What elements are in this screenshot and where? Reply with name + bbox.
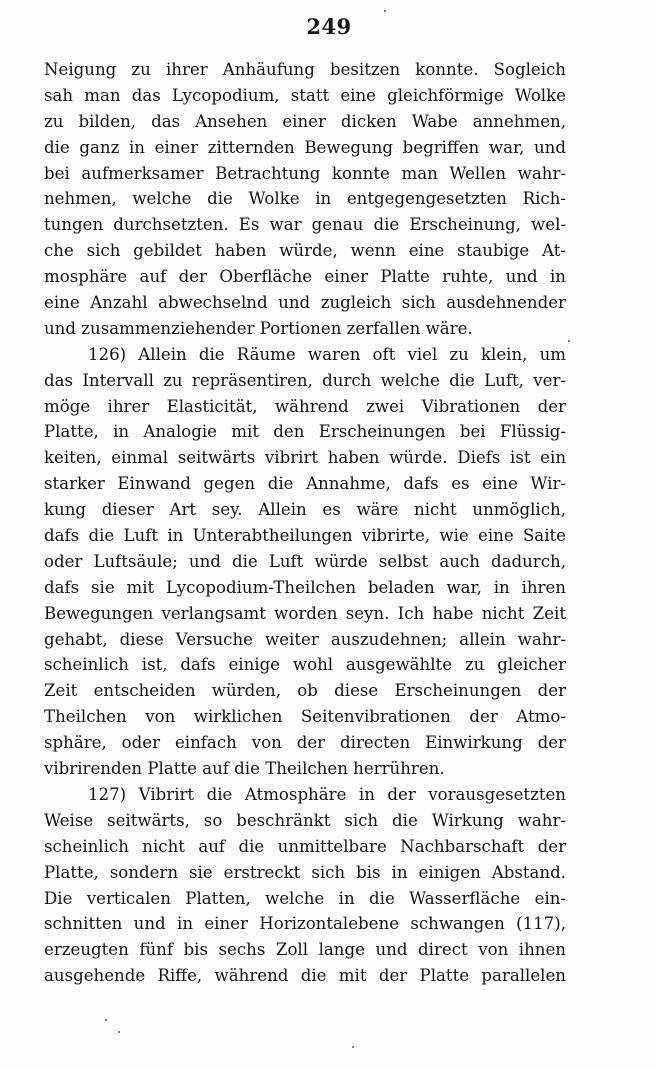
text-line: die ganz in einer zitternden Bewegung begriffen war, und [44, 137, 566, 157]
text-line: Neigung zu ihrer Anhäufung besitzen konnte. Sogleich [44, 60, 566, 79]
text-line: zu bilden, das Ansehen einer dicken Wabe annehmen, [44, 111, 566, 131]
text-line: Platte, sondern sie erstreckt sich bis in einigen Abstand. [44, 862, 566, 882]
text-line: Theilchen von wirklichen Seitenvibrationen der Atmo- [44, 707, 566, 727]
text-line: erzeugten fünf bis sechs Zoll lange und direct von ihnen [44, 940, 566, 960]
text-line: starker Einwand gegen die Annahme, dafs es eine Wir- [44, 474, 566, 494]
text-line: Platte, in Analogie mit den Erscheinungen bei Flüssig- [44, 422, 566, 442]
text-line: mosphäre auf der Oberfläche einer Platte ruhte, und in [44, 267, 566, 287]
text-line: dafs die Luft in Unterabtheilungen vibrirte, wie eine Saite [44, 526, 566, 546]
page-number: 249 [306, 14, 352, 39]
text-line: gehabt, diese Versuche weiter auszudehnen; allein wahr- [44, 629, 566, 649]
scan-speck [352, 1046, 354, 1048]
body-text [44, 57, 566, 989]
text-line: Weise seitwärts, so beschränkt sich die Wirkung wahr- [44, 810, 566, 830]
text-line: Zeit entscheiden würden, ob diese Erscheinungen der [44, 681, 566, 701]
text-line: scheinlich ist, dafs einige wohl ausgewählte zu gleicher [44, 655, 566, 675]
text-line: sah man das Lycopodium, statt eine gleichförmige Wolke [44, 85, 566, 105]
text-line: Die verticalen Platten, welche in die Wasserfläche ein- [44, 888, 566, 908]
scan-speck [105, 1019, 107, 1021]
text-line: eine Anzahl abwechselnd und zugleich sich ausdehnender [44, 293, 566, 313]
text-line: ausgehende Riffe, während die mit der Platte parallelen [44, 966, 566, 986]
text-line: scheinlich nicht auf die unmittelbare Nachbarschaft der [44, 836, 566, 856]
text-line: nehmen, welche die Wolke in entgegengesetzten Rich- [44, 189, 566, 209]
text-line: Bewegungen verlangsamt worden seyn. Ich habe nicht Zeit [44, 603, 566, 623]
text-line: schnitten und in einer Horizontalebene schwangen (117), [44, 914, 566, 934]
scan-speck [384, 10, 386, 12]
text-line: oder Luftsäule; und die Luft würde selbst auch dadurch, [44, 551, 566, 571]
text-line: kung dieser Art sey. Allein es wäre nicht unmöglich, [44, 500, 566, 520]
text-line: möge ihrer Elasticität, während zwei Vibrationen der [44, 396, 566, 416]
paragraph-126-start: 126) Allein die Räume waren oft viel zu klein, um [88, 344, 566, 364]
text-line: sphäre, oder einfach von der directen Einwirkung der [44, 733, 566, 753]
text-line: und zusammenziehender Portionen zerfallen wäre. [44, 318, 473, 338]
text-line: dafs sie mit Lycopodium-Theilchen beladen war, in ihren [44, 577, 566, 597]
scan-speck [568, 340, 570, 342]
text-line: che sich gebildet haben würde, wenn eine staubige At- [44, 241, 566, 261]
text-line: vibrirenden Platte auf die Theilchen herrühren. [44, 759, 445, 779]
text-line: das Intervall zu repräsentiren, durch welche die Luft, ver- [44, 370, 566, 390]
text-line: bei aufmerksamer Betrachtung konnte man Wellen wahr- [44, 163, 566, 183]
text-line: tungen durchsetzten. Es war genau die Erscheinung, wel- [44, 215, 566, 235]
paragraph-127-start: 127) Vibrirt die Atmosphäre in der vorausgesetzten [88, 784, 566, 804]
text-line: keiten, einmal seitwärts vibrirt haben würde. Diefs ist ein [44, 448, 566, 468]
scan-speck [118, 1031, 120, 1033]
